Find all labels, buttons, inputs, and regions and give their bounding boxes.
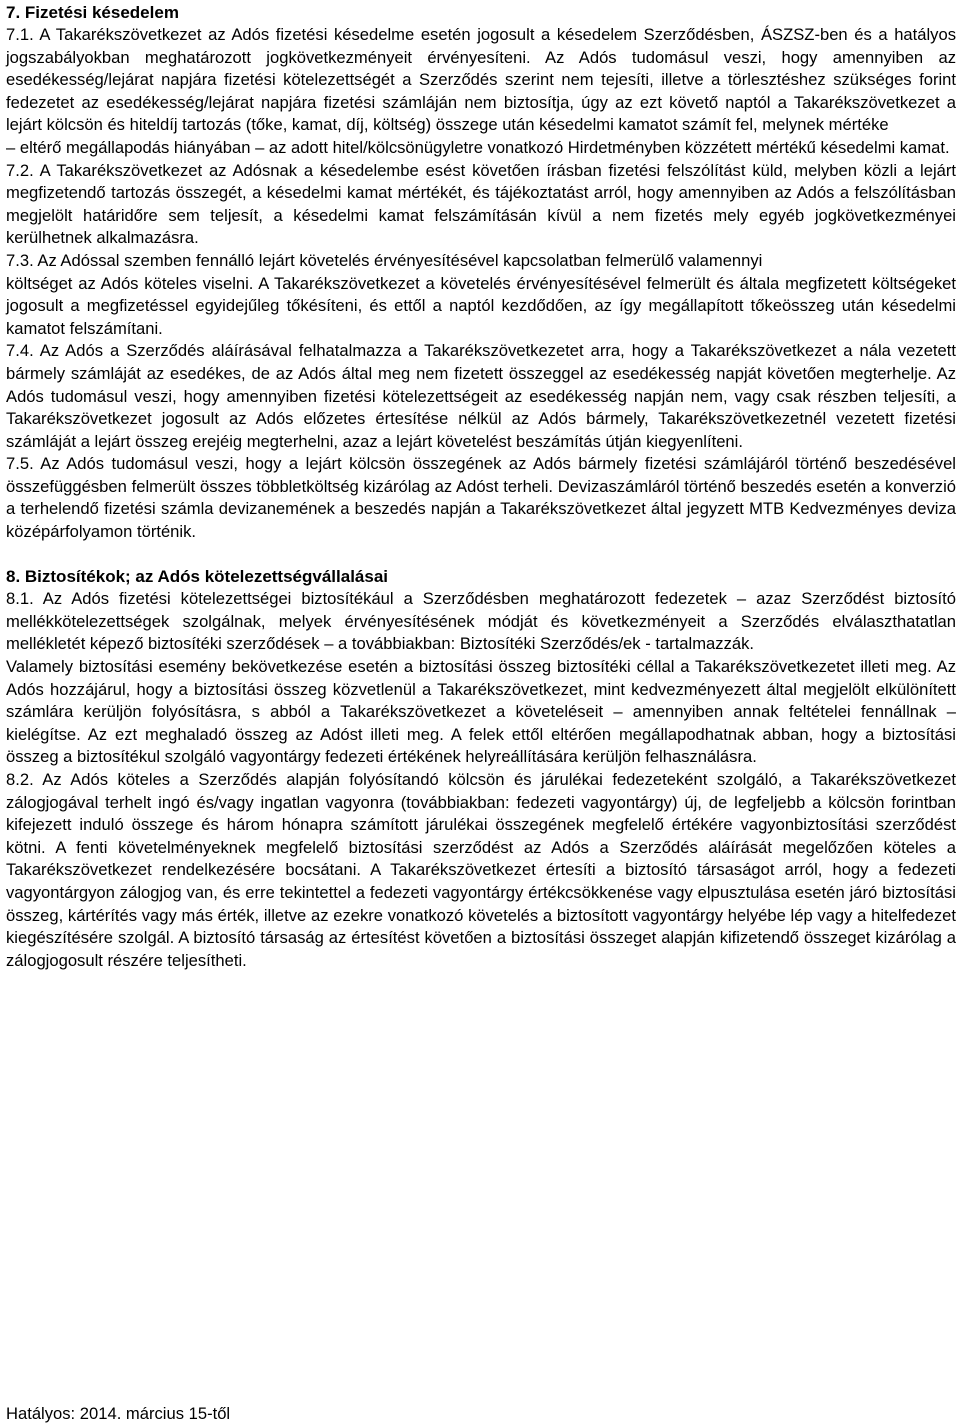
page-footer: Hatályos: 2014. március 15-től — [6, 1404, 231, 1423]
paragraph-7-5: 7.5. Az Adós tudomásul veszi, hogy a lejárt kölcsön összegének az Adós bármely fizetési számlájáról történő beszedésével összefüggésben felmerült összes többletköltség kizárólag az Adóst terheli. Devizaszámláról történő beszedés esetén a konverzió a terhelendő fizetési számla devizanemének a beszedés napján a Takarékszövetkezet által jegyzett MTB Kedvezményes deviza középárfolyamon történik. — [6, 454, 956, 542]
section-title: 8. Biztosítékok; az Adós kötelezettségvállalásai — [6, 567, 389, 587]
paragraph-8-2: 8.2. Az Adós köteles a Szerződés alapján folyósítandó kölcsön és járulékai fedezeteként szolgáló, a Takarékszövetkezet zálogjogával terhelt ingó és/vagy ingatlan vagyonra (továbbiakban: fedezeti vagyontárgy) új, de legfeljebb a kölcsön forintban kifejezett induló összege és három hónapra számított járulékai összegének megfelelő értékére vagyonbiztosítási szerződést kötni. A fenti követelményeknek megfelelő biztosítási szerződést az Adós a Szerződés aláírását megelőzően köteles a Takarékszövetkezet rendelkezésére bocsátani. A Takarékszövetkezet értesíti a biztosító társaságot arról, hogy a fedezeti vagyontárgyon zálogjog van, és erre tekintettel a fedezeti vagyontárgy értékcsökkenése vagy elpusztulása esetén járó biztosítási összeg, kártérítés vagy más érték, illetve az ezekre vonatkozó követelés a biztosított vagyontárgy helyébe lép vagy a hitelfedezet kiegészítésére szolgál. A biztosító társaság az értesítést követően a biztosítási összeget alapján kifizetendő összeget kizárólag a zálogjogosult részére teljesítheti. — [6, 770, 956, 970]
paragraph-7-4: 7.4. Az Adós a Szerződés aláírásával felhatalmazza a Takarékszövetkezetet arra, hogy a Takarékszövetkezet a nála vezetett bármely számláját az esedékes, de az Adós által meg nem fizetett összeggel az esedékesség napját követően megterhelje. Az Adós tudomásul veszi, hogy amennyiben fizetési kötelezettségeit az esedékesség napján nem, vagy csak részben teljesíti, a Takarékszövetkezet jogosult az Adós előzetes értesítése nélkül az Adós bármely, Takarékszövetkezetnél vezetett fizetési számláját a lejárt összeg erejéig megterhelni, azaz a lejárt követelést beszámítás útján kiegyenlíteni. — [6, 341, 956, 451]
paragraph-7-2: 7.2. A Takarékszövetkezet az Adósnak a késedelembe esést követően írásban fizetési felszólítást küld, melyben közli a lejárt megfizetendő tartozás összegét, a késedelmi kamat mértékét, és tájékoztatást arról, hogy amennyiben az Adós a felszólításban megjelölt határidőre sem teljesít, a késedelmi kamat felszámításán kívül a nem fizetés mely egyéb jogkövetkezményei kerülhetnek alkalmazásra. — [6, 160, 956, 248]
document-page — [6, 0, 956, 972]
paragraph-7-1-rate: – eltérő megállapodás hiányában – az adott hitel/kölcsönügyletre vonatkozó Hirdetményben közzétett mértékű késedelmi kamat. — [6, 137, 950, 157]
section-8 — [6, 566, 956, 972]
paragraph-8-1: 8.1. Az Adós fizetési kötelezettségei biztosítékául a Szerződésben meghatározott fedezetek – azaz Szerződést biztosító mellékkötelezettségek szolgálnak, melyek érvényesítésének módját és következményeit a Szerződés elválaszthatatlan mellékletét képező biztosítéki szerződések – a továbbiakban: Biztosítéki Szerződés/ek - tartalmazzák. — [6, 589, 956, 654]
paragraph-7-3: 7.3. Az Adóssal szemben fennálló lejárt követelés érvényesítésével kapcsolatban felmerülő valamennyi — [6, 250, 763, 270]
paragraph-7-1: 7.1. A Takarékszövetkezet az Adós fizetési késedelme esetén jogosult a késedelem Szerződésben, ÁSZSZ-ben és a hatályos jogszabályokban meghatározott jogkövetkezményeit érvényesíteni. Az Adós tudomásul veszi, hogy amennyiben az esedékesség/lejárat napjára fizetési kötelezettségét a Szerződés szerint nem tejesíti, illetve a törlesztéshez szükséges forint fedezetet az esedékesség/lejárat napjára fizetési számláján nem biztosítja, úgy az ezt követő naptól a Takarékszövetkezet a lejárt kölcsön és hiteldíj tartozás (tőke, kamat, díj, költség) összege után késedelmi kamatot számít fel, melynek mértéke — [6, 25, 956, 135]
section-gap — [6, 544, 956, 567]
section-7 — [6, 2, 956, 544]
section-title: 7. Fizetési késedelem — [6, 3, 179, 22]
paragraph-8-1-insurance: Valamely biztosítási esemény bekövetkezése esetén a biztosítási összeg biztosítéki céllal a Takarékszövetkezetet illeti meg. Az Adós hozzájárul, hogy a biztosítási összeg közvetlenül a Takarékszövetkezet, mint kedvezményezett által megjelölt elkülönített számlára kerüljön folyósításra, s abból a Takarékszövetkezet a követeléseit – amennyiben annak feltételei fennállnak – kielégítse. Az ezt meghaladó összeg az Adóst illeti meg. A felek ettől eltérően megállapodhatnak abban, hogy a biztosítási összeg a biztosítékul szolgáló vagyontárgy fedezeti értékének helyreállítására kerüljön felhasználásra. — [6, 657, 956, 767]
paragraph-7-3-cont: költséget az Adós köteles viselni. A Takarékszövetkezet a követelés érvényesítésével felmerült és általa megfizetett költségeket jogosult a megfizetéssel egyidejűleg tőkésíteni, és ettől a naptól kezdődően, az így megállapított tőkeösszeg után késedelmi kamatot felszámítani. — [6, 273, 956, 338]
